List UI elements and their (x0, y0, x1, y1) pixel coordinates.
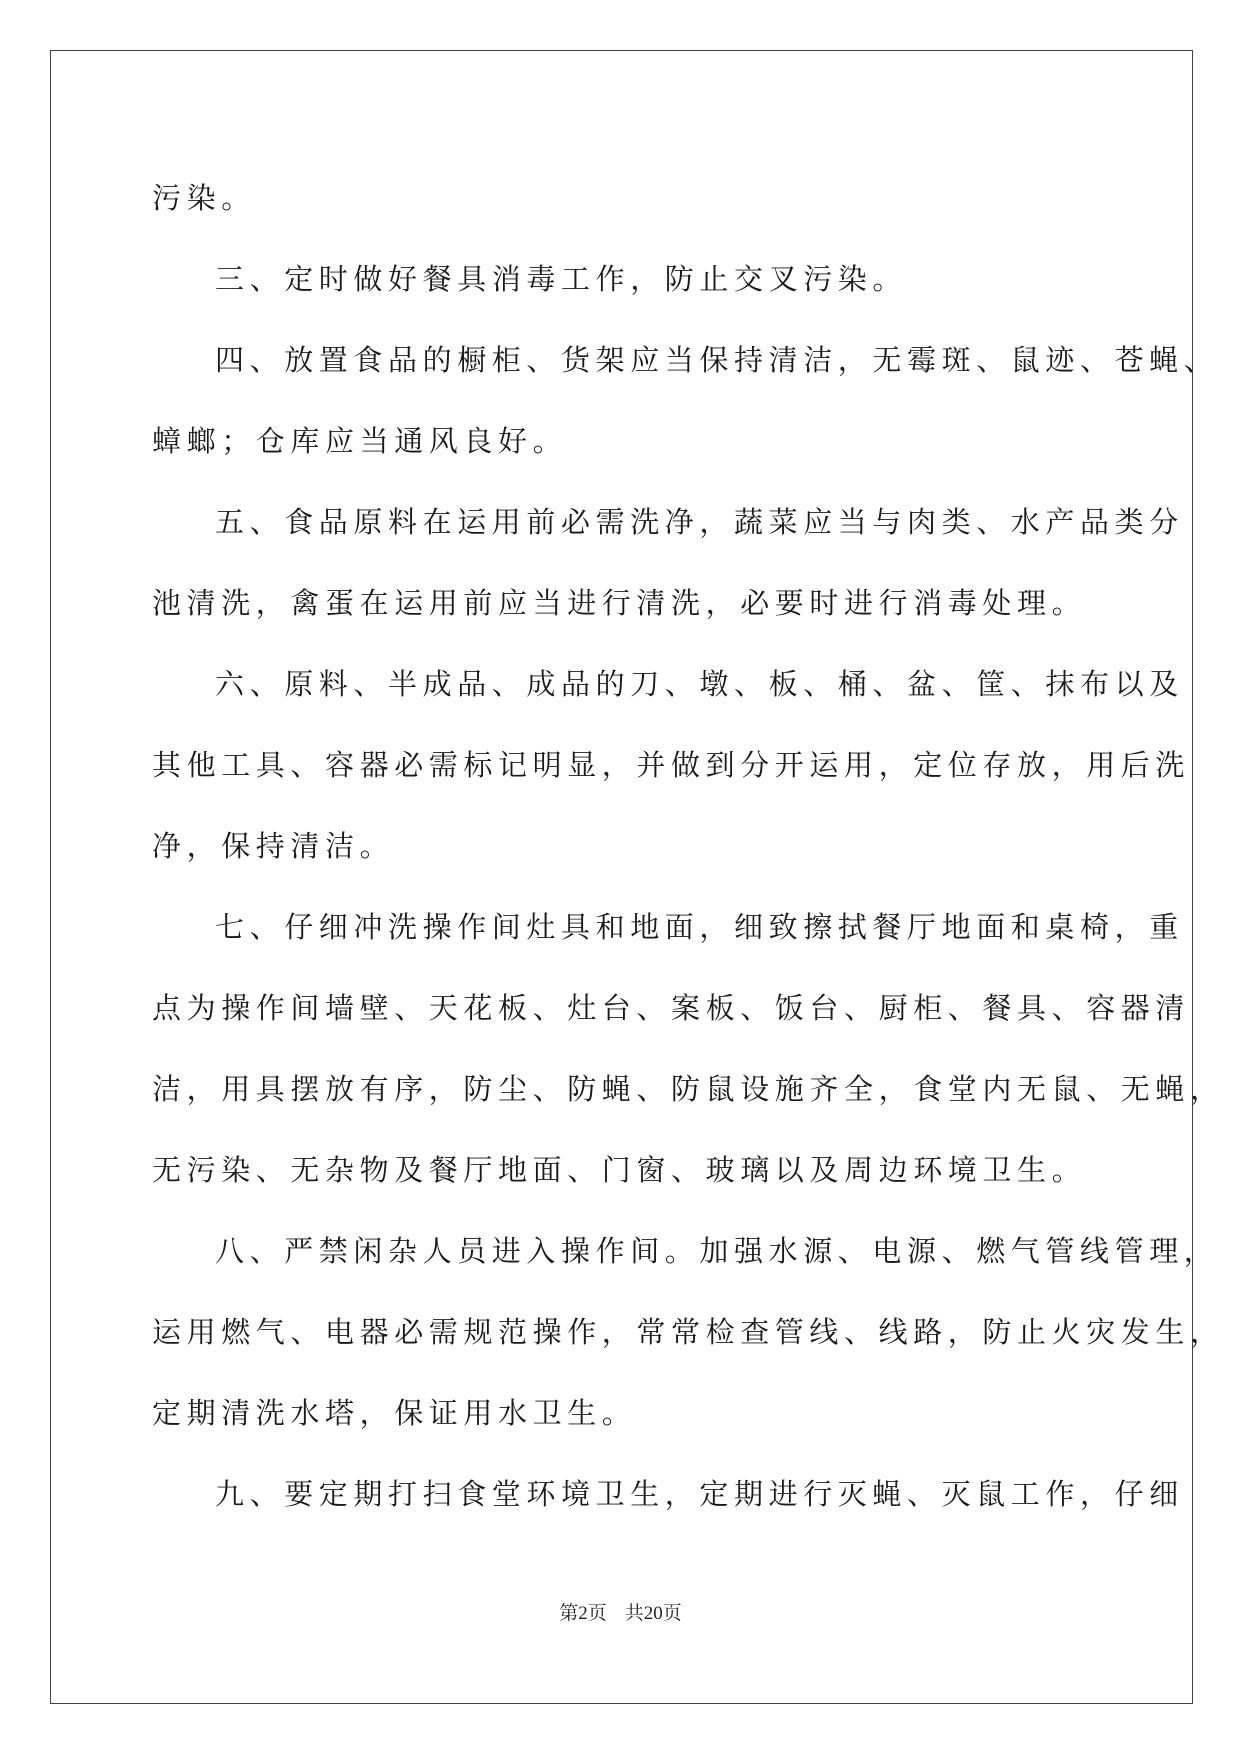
text-line: 其他工具、容器必需标记明显，并做到分开运用，定位存放，用后洗 (152, 748, 1191, 782)
text-line: 三、定时做好餐具消毒工作，防止交叉污染。 (215, 262, 908, 296)
text-line: 五、食品原料在运用前必需洗净，蔬菜应当与肉类、水产品类分 (215, 505, 1184, 539)
text-line: 八、严禁闲杂人员进入操作间。加强水源、电源、燃气管线管理， (215, 1234, 1219, 1268)
text-line: 运用燃气、电器必需规范操作，常常检查管线、线路，防止火灾发生， (152, 1315, 1225, 1349)
text-line: 六、原料、半成品、成品的刀、墩、板、桶、盆、筐、抹布以及 (215, 667, 1184, 701)
document-body (152, 158, 1225, 1535)
text-line: 无污染、无杂物及餐厅地面、门窗、玻璃以及周边环境卫生。 (152, 1153, 1087, 1187)
text-line: 四、放置食品的橱柜、货架应当保持清洁，无霉斑、鼠迹、苍蝇、 (215, 343, 1219, 377)
text-line: 净，保持清洁。 (152, 829, 395, 863)
text-line: 九、要定期打扫食堂环境卫生，定期进行灭蝇、灭鼠工作，仔细 (215, 1477, 1184, 1511)
text-line: 蟑螂；仓库应当通风良好。 (152, 424, 568, 458)
text-line: 点为操作间墙壁、天花板、灶台、案板、饭台、厨柜、餐具、容器清 (152, 991, 1191, 1025)
text-line: 池清洗，禽蛋在运用前应当进行清洗，必要时进行消毒处理。 (152, 586, 1087, 620)
text-line: 定期清洗水塔，保证用水卫生。 (152, 1396, 637, 1430)
text-line: 污染。 (152, 181, 256, 215)
total-page-count: 共20页 (624, 1603, 682, 1624)
current-page-number: 第2页 (559, 1603, 607, 1624)
text-line: 七、仔细冲洗操作间灶具和地面，细致擦拭餐厅地面和桌椅，重 (215, 910, 1184, 944)
text-line: 洁，用具摆放有序，防尘、防蝇、防鼠设施齐全，食堂内无鼠、无蝇， (152, 1072, 1225, 1106)
page-footer (0, 1598, 1241, 1625)
